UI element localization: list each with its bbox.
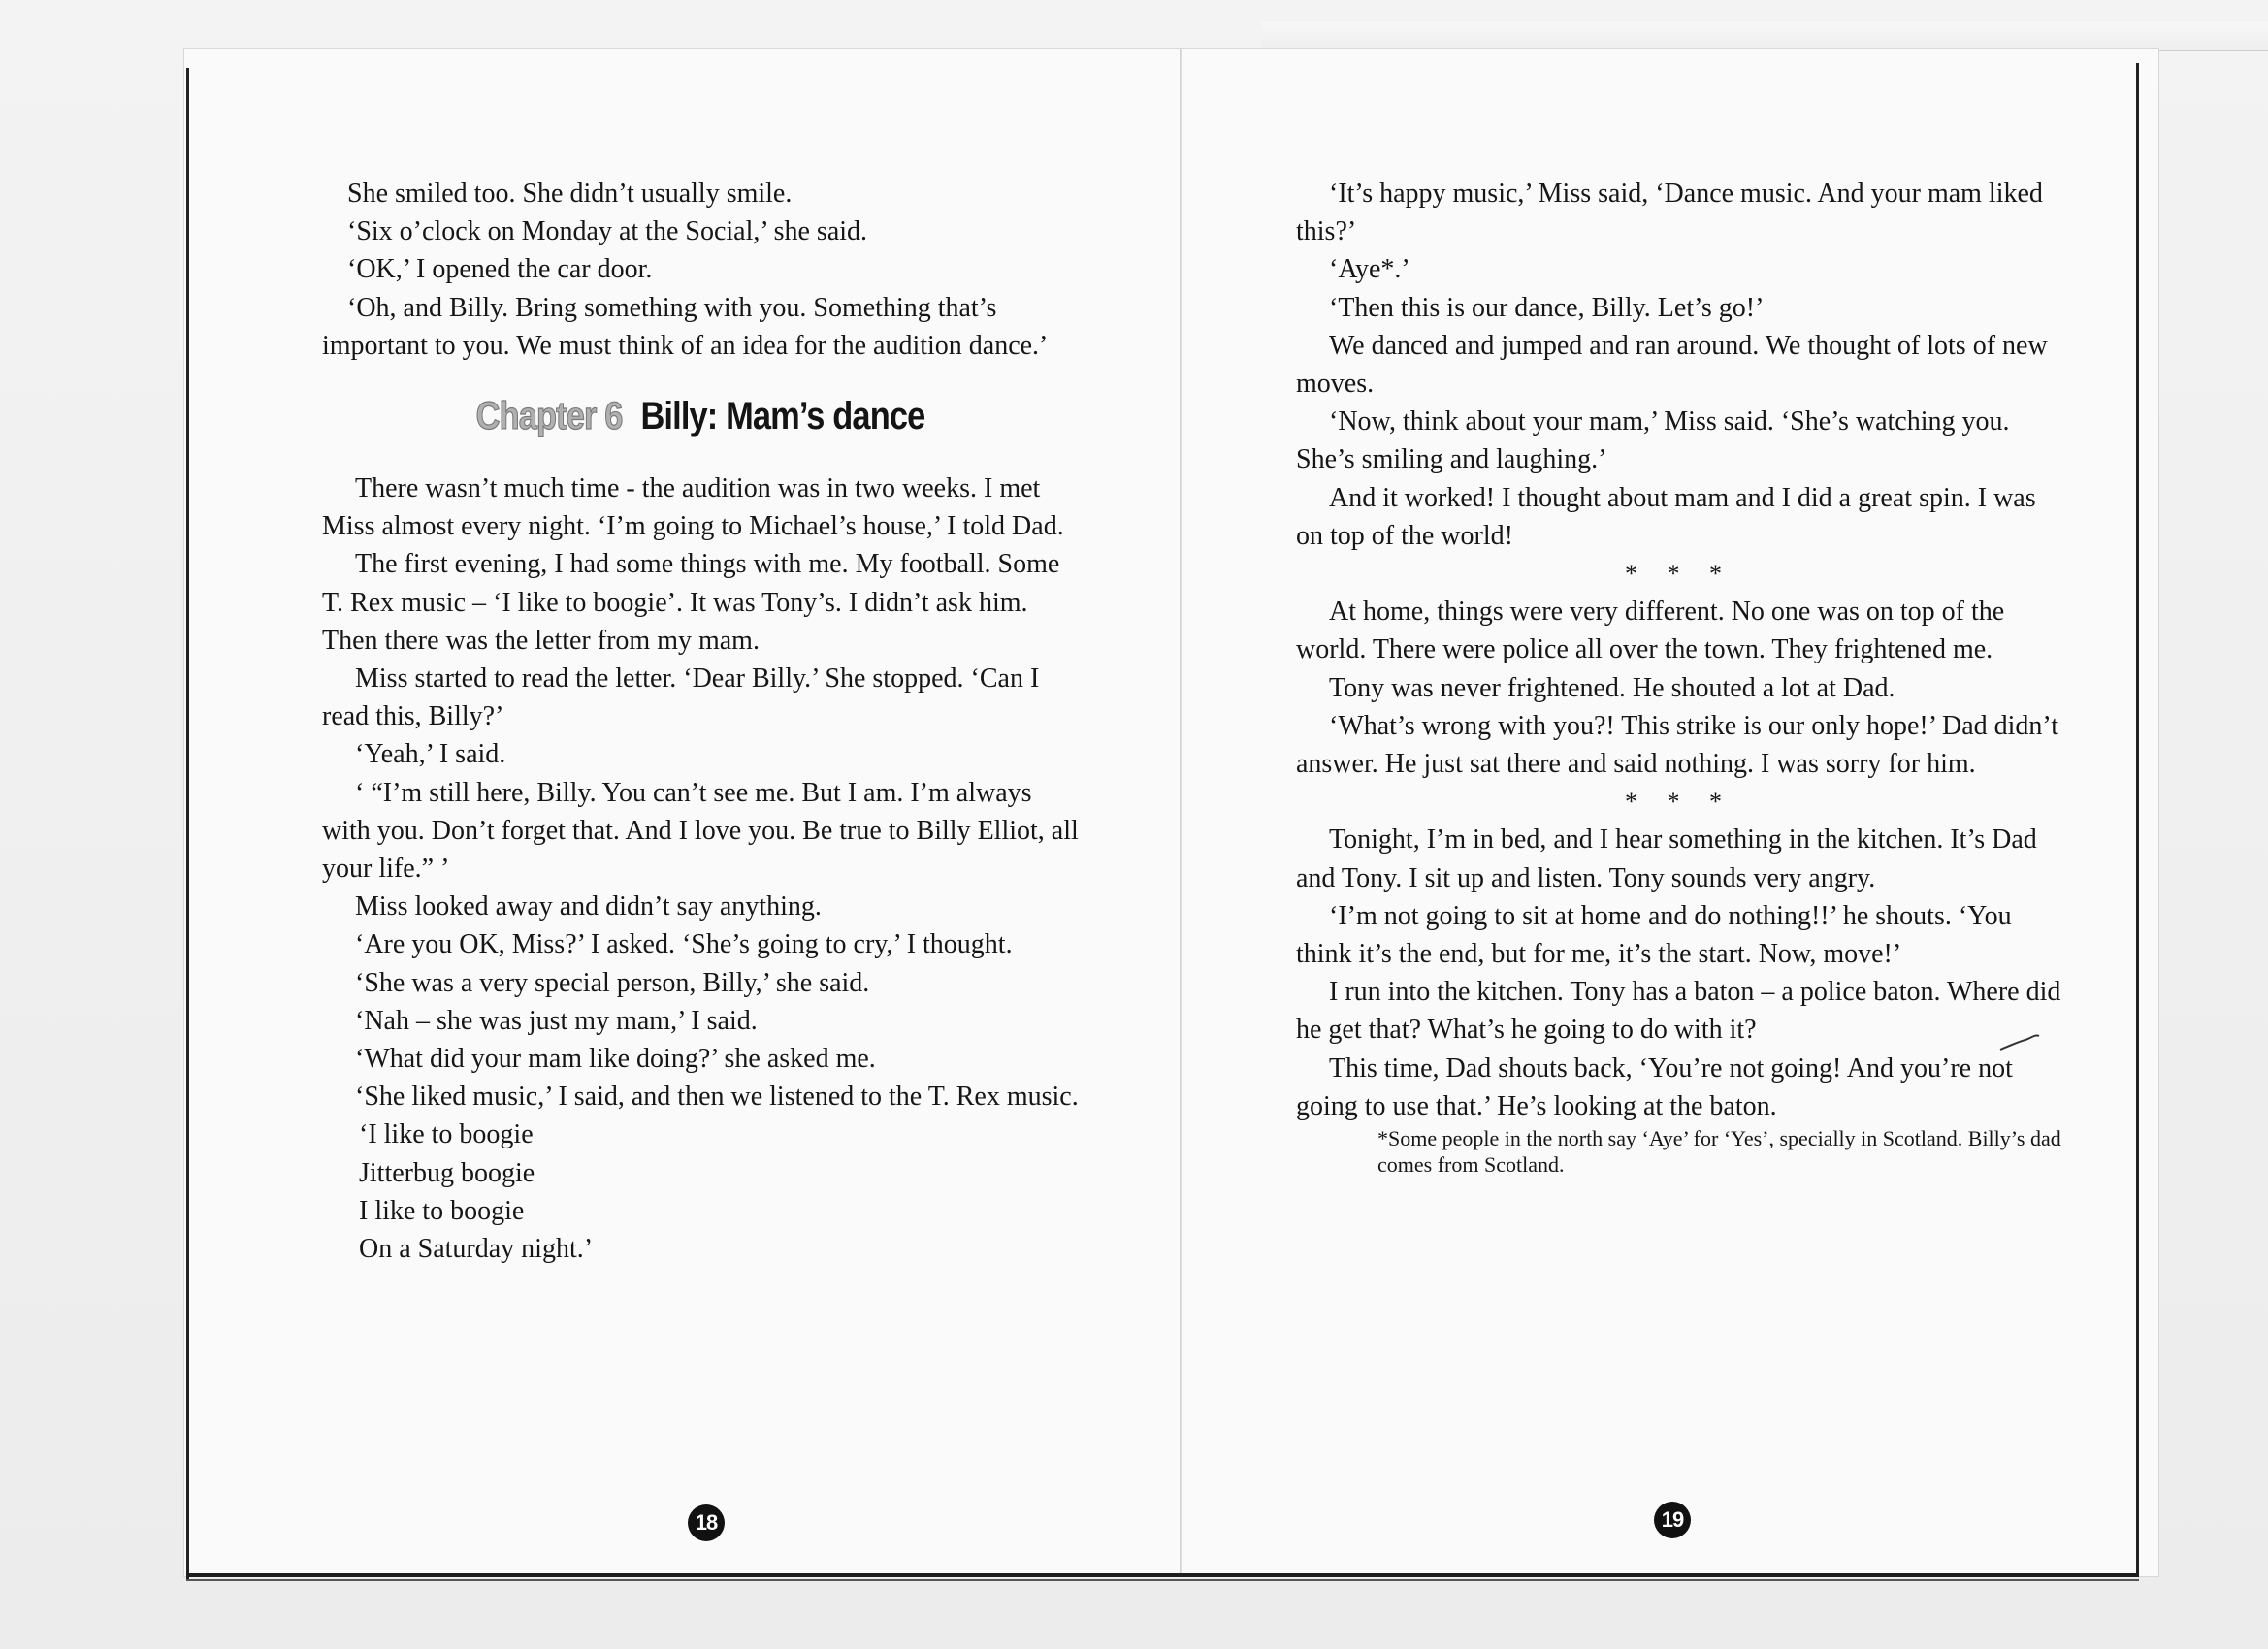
chapter-number: Chapter 6 [475,395,623,438]
paragraph: ‘Then this is our dance, Billy. Let’s go!’ [1329,292,1765,323]
right-page-border [2136,63,2139,1576]
paragraph: There wasn’t much time - the audition was in two weeks. I met Miss almost every night. ‘I’m going to Michael’s house,’ I told Dad. [322,473,1064,542]
paragraph: ‘What did your mam like doing?’ she asked me. [355,1044,876,1075]
song-line: On a Saturday night.’ [359,1234,594,1265]
book-spine [1180,48,1182,1576]
paragraph: At home, things were very different. No one was on top of the world. There were police all over the town. They frightened me. [1296,597,2005,665]
paragraph: Miss looked away and didn’t say anything. [355,891,822,922]
paragraph: We danced and jumped and ran around. We thought of lots of new moves. [1296,330,2048,400]
book-top-edge [1261,21,2268,51]
paragraph: ‘I’m not going to sit at home and do nothing!!’ he shouts. ‘You think it’s the end, but for me, it’s the start. Now, move!’ [1296,900,2012,970]
paragraph: ‘Oh, and Billy. Bring something with you. Something that’s important to you. We must think of an idea for the audition dance.’ [322,292,1049,361]
paragraph: ‘ “I’m still here, Billy. You can’t see me. But I am. I’m always with you. Don’t forget that. And I love you. Be true to Billy Elliot, all your life.” ’ [322,777,1079,885]
paragraph: ‘It’s happy music,’ Miss said, ‘Dance music. And your mam liked this?’ [1296,178,2043,247]
paragraph: This time, Dad shouts back, ‘You’re not going! And you’re not going to use that.’ He’s looking at the baton. [1296,1052,2013,1121]
left-page-border [186,68,189,1581]
paragraph: ‘She liked music,’ I said, and then we listened to the T. Rex music. [355,1082,1079,1113]
bottom-page-border [186,1573,2139,1577]
pen-scribble-icon [1996,1028,2055,1057]
paragraph: ‘Six o’clock on Monday at the Social,’ she said. [347,216,868,247]
paragraph: ‘Nah – she was just my mam,’ I said. [355,1005,758,1036]
paragraph: ‘OK,’ I opened the car door. [347,254,653,285]
song-line: ‘I like to boogie [359,1119,534,1150]
paragraph: ‘She was a very special person, Billy,’ she said. [355,967,870,998]
paragraph: Tony was never frightened. He shouted a lot at Dad. [1329,672,1895,703]
paragraph: Miss started to read the letter. ‘Dear Billy.’ She stopped. ‘Can I read this, Billy?’ [322,663,1040,732]
paragraph: She smiled too. She didn’t usually smile. [347,178,793,209]
paragraph: ‘Are you OK, Miss?’ I asked. ‘She’s going to cry,’ I thought. [355,929,1013,960]
chapter-title: Billy: Mam’s dance [640,395,925,438]
paragraph: ‘Yeah,’ I said. [355,739,506,770]
song-line: Jitterbug boogie [359,1157,535,1188]
paragraph: Tonight, I’m in bed, and I hear something in the kitchen. It’s Dad and Tony. I sit up and listen. Tony sounds very angry. [1296,824,2037,893]
page-number-left: 18 [688,1504,725,1541]
chapter-heading [375,392,1026,440]
page-number-right: 19 [1654,1502,1691,1538]
paragraph: ‘Now, think about your mam,’ Miss said. ‘She’s watching you. She’s smiling and laughing.’ [1296,406,2010,475]
right-page [1296,175,2062,1178]
bottom-page-border-shadow [186,1579,2139,1581]
paragraph: I run into the kitchen. Tony has a baton – a police baton. Where did he get that? What’s he going to do with it? [1296,977,2061,1046]
section-separator: * * * [1625,560,1733,589]
song-line: I like to boogie [359,1195,525,1226]
paragraph: And it worked! I thought about mam and I did a great spin. I was on top of the world! [1296,482,2036,551]
paragraph: ‘Aye*.’ [1329,254,1410,285]
left-page [322,175,1079,1268]
footnote: *Some people in the north say ‘Aye’ for ‘Yes’, specially in Scotland. Billy’s dad comes from Scotland. [1377,1126,2061,1178]
section-separator: * * * [1625,788,1733,817]
paragraph: The first evening, I had some things with me. My football. Some T. Rex music – ‘I like to boogie’. It was Tony’s. I didn’t ask him. Then there was the letter from my mam. [322,549,1060,656]
paragraph: ‘What’s wrong with you?! This strike is our only hope!’ Dad didn’t answer. He just sat there and said nothing. I was sorry for him. [1296,710,2058,780]
